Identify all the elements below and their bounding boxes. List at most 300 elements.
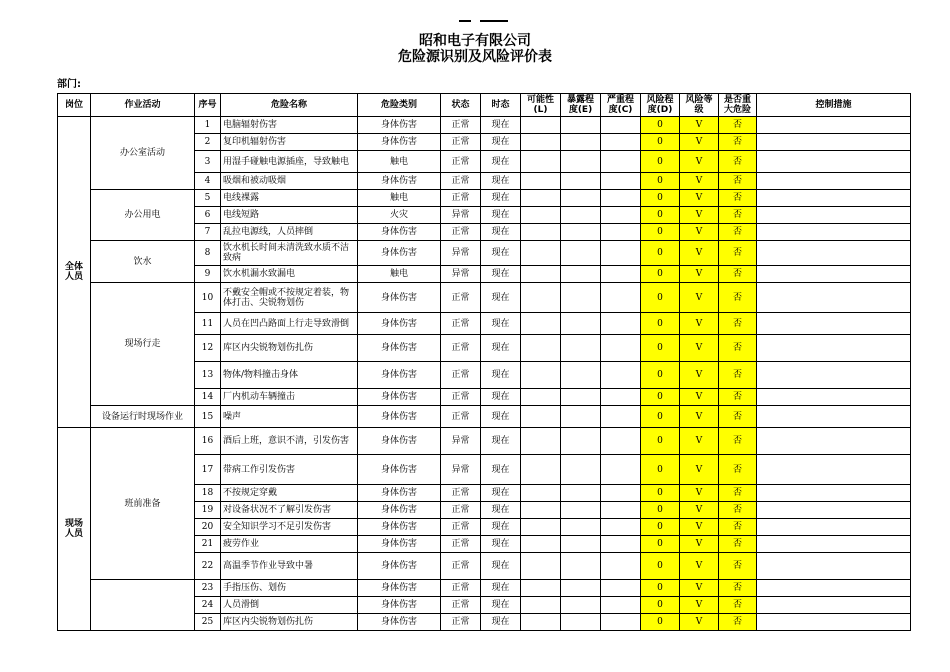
table-row: [58, 406, 911, 428]
seq-cell: 24: [195, 597, 221, 614]
hazard-name-cell: 人员在凹凸路面上行走导致滑倒: [221, 313, 358, 335]
risk-level-cell: Ⅴ: [680, 362, 719, 389]
seq-cell: 14: [195, 389, 221, 406]
major-hazard-cell: 否: [719, 335, 757, 362]
risk-level-cell: Ⅴ: [680, 173, 719, 190]
hazard-category-cell: 身体伤害: [358, 406, 441, 428]
state-cell: 正常: [441, 335, 481, 362]
header-cell: 时态: [481, 94, 521, 117]
risk-degree-cell: 0: [641, 266, 680, 283]
risk-level-cell: Ⅴ: [680, 536, 719, 553]
state-cell: 异常: [441, 207, 481, 224]
risk-degree-cell: 0: [641, 190, 680, 207]
control-measures-cell: [757, 117, 911, 134]
header-cell: 暴露程度(E): [561, 94, 601, 117]
header-cell: 风险等级: [680, 94, 719, 117]
exposure-cell: [561, 190, 601, 207]
likelihood-cell: [521, 190, 561, 207]
severity-cell: [601, 553, 641, 580]
hazard-category-cell: 身体伤害: [358, 536, 441, 553]
table-row: [58, 428, 911, 455]
risk-degree-cell: 0: [641, 536, 680, 553]
risk-degree-cell: 0: [641, 173, 680, 190]
severity-cell: [601, 266, 641, 283]
control-measures-cell: [757, 519, 911, 536]
likelihood-cell: [521, 207, 561, 224]
control-measures-cell: [757, 389, 911, 406]
likelihood-cell: [521, 362, 561, 389]
seq-cell: 10: [195, 283, 221, 313]
severity-cell: [601, 519, 641, 536]
risk-degree-cell: 0: [641, 553, 680, 580]
hazard-category-cell: 身体伤害: [358, 362, 441, 389]
likelihood-cell: [521, 455, 561, 485]
seq-cell: 23: [195, 580, 221, 597]
risk-degree-cell: 0: [641, 614, 680, 631]
risk-level-cell: Ⅴ: [680, 335, 719, 362]
table-row: [58, 580, 911, 597]
risk-level-cell: Ⅴ: [680, 389, 719, 406]
exposure-cell: [561, 580, 601, 597]
exposure-cell: [561, 151, 601, 173]
likelihood-cell: [521, 536, 561, 553]
risk-degree-cell: 0: [641, 335, 680, 362]
risk-degree-cell: 0: [641, 389, 680, 406]
risk-level-cell: Ⅴ: [680, 519, 719, 536]
header-cell: 危险名称: [221, 94, 358, 117]
control-measures-cell: [757, 313, 911, 335]
header-cell: 作业活动: [91, 94, 195, 117]
exposure-cell: [561, 283, 601, 313]
seq-cell: 9: [195, 266, 221, 283]
major-hazard-cell: 否: [719, 117, 757, 134]
major-hazard-cell: 否: [719, 283, 757, 313]
tense-cell: 现在: [481, 241, 521, 266]
exposure-cell: [561, 502, 601, 519]
risk-degree-cell: 0: [641, 406, 680, 428]
control-measures-cell: [757, 536, 911, 553]
department-label: 部门:: [57, 79, 81, 90]
exposure-cell: [561, 406, 601, 428]
risk-level-cell: Ⅴ: [680, 151, 719, 173]
activity-cell: [91, 580, 195, 631]
risk-degree-cell: 0: [641, 313, 680, 335]
decorative-mark: [480, 20, 508, 22]
hazard-category-cell: 身体伤害: [358, 614, 441, 631]
severity-cell: [601, 428, 641, 455]
severity-cell: [601, 455, 641, 485]
state-cell: 正常: [441, 224, 481, 241]
exposure-cell: [561, 553, 601, 580]
likelihood-cell: [521, 502, 561, 519]
sheet-title: 危险源识别及风险评价表: [398, 49, 552, 65]
hazard-name-cell: 饮水机长时间未清洗致水质不洁致病: [221, 241, 358, 266]
risk-table: [57, 93, 911, 631]
major-hazard-cell: 否: [719, 428, 757, 455]
seq-cell: 17: [195, 455, 221, 485]
tense-cell: 现在: [481, 283, 521, 313]
table-row: [58, 241, 911, 266]
activity-cell: 饮水: [91, 241, 195, 283]
tense-cell: 现在: [481, 597, 521, 614]
state-cell: 正常: [441, 536, 481, 553]
tense-cell: 现在: [481, 614, 521, 631]
tense-cell: 现在: [481, 362, 521, 389]
tense-cell: 现在: [481, 428, 521, 455]
risk-level-cell: Ⅴ: [680, 597, 719, 614]
state-cell: 异常: [441, 428, 481, 455]
severity-cell: [601, 173, 641, 190]
severity-cell: [601, 502, 641, 519]
severity-cell: [601, 389, 641, 406]
likelihood-cell: [521, 597, 561, 614]
risk-degree-cell: 0: [641, 117, 680, 134]
control-measures-cell: [757, 362, 911, 389]
likelihood-cell: [521, 151, 561, 173]
state-cell: 异常: [441, 266, 481, 283]
seq-cell: 16: [195, 428, 221, 455]
state-cell: 正常: [441, 389, 481, 406]
likelihood-cell: [521, 519, 561, 536]
post-cell: 现场人员: [58, 428, 91, 631]
control-measures-cell: [757, 597, 911, 614]
tense-cell: 现在: [481, 536, 521, 553]
risk-degree-cell: 0: [641, 428, 680, 455]
hazard-name-cell: 库区内尖锐物划伤扎伤: [221, 335, 358, 362]
seq-cell: 11: [195, 313, 221, 335]
severity-cell: [601, 241, 641, 266]
risk-level-cell: Ⅴ: [680, 553, 719, 580]
tense-cell: 现在: [481, 519, 521, 536]
hazard-name-cell: 酒后上班，意识不清，引发伤害: [221, 428, 358, 455]
risk-level-cell: Ⅴ: [680, 134, 719, 151]
header-cell: 序号: [195, 94, 221, 117]
likelihood-cell: [521, 580, 561, 597]
risk-degree-cell: 0: [641, 207, 680, 224]
hazard-name-cell: 复印机辐射伤害: [221, 134, 358, 151]
exposure-cell: [561, 173, 601, 190]
risk-level-cell: Ⅴ: [680, 241, 719, 266]
risk-degree-cell: 0: [641, 485, 680, 502]
likelihood-cell: [521, 241, 561, 266]
hazard-name-cell: 库区内尖锐物划伤扎伤: [221, 614, 358, 631]
control-measures-cell: [757, 224, 911, 241]
severity-cell: [601, 597, 641, 614]
severity-cell: [601, 335, 641, 362]
control-measures-cell: [757, 173, 911, 190]
severity-cell: [601, 362, 641, 389]
hazard-name-cell: 安全知识学习不足引发伤害: [221, 519, 358, 536]
control-measures-cell: [757, 614, 911, 631]
table-row: [58, 283, 911, 313]
control-measures-cell: [757, 190, 911, 207]
severity-cell: [601, 614, 641, 631]
major-hazard-cell: 否: [719, 389, 757, 406]
state-cell: 正常: [441, 117, 481, 134]
seq-cell: 6: [195, 207, 221, 224]
control-measures-cell: [757, 266, 911, 283]
hazard-name-cell: 对设备状况不了解引发伤害: [221, 502, 358, 519]
state-cell: 异常: [441, 455, 481, 485]
hazard-category-cell: 身体伤害: [358, 519, 441, 536]
hazard-category-cell: 身体伤害: [358, 597, 441, 614]
major-hazard-cell: 否: [719, 241, 757, 266]
risk-level-cell: Ⅴ: [680, 455, 719, 485]
exposure-cell: [561, 266, 601, 283]
risk-degree-cell: 0: [641, 224, 680, 241]
tense-cell: 现在: [481, 207, 521, 224]
likelihood-cell: [521, 406, 561, 428]
hazard-category-cell: 火灾: [358, 207, 441, 224]
likelihood-cell: [521, 553, 561, 580]
header-cell: 可能性(L): [521, 94, 561, 117]
hazard-name-cell: 吸烟和被动吸烟: [221, 173, 358, 190]
hazard-category-cell: 身体伤害: [358, 224, 441, 241]
tense-cell: 现在: [481, 266, 521, 283]
seq-cell: 22: [195, 553, 221, 580]
risk-level-cell: Ⅴ: [680, 502, 719, 519]
severity-cell: [601, 151, 641, 173]
state-cell: 异常: [441, 241, 481, 266]
likelihood-cell: [521, 335, 561, 362]
control-measures-cell: [757, 134, 911, 151]
tense-cell: 现在: [481, 190, 521, 207]
risk-level-cell: Ⅴ: [680, 614, 719, 631]
exposure-cell: [561, 362, 601, 389]
table-row: [58, 190, 911, 207]
activity-cell: 设备运行时现场作业: [91, 406, 195, 428]
exposure-cell: [561, 117, 601, 134]
exposure-cell: [561, 313, 601, 335]
hazard-category-cell: 触电: [358, 190, 441, 207]
exposure-cell: [561, 335, 601, 362]
exposure-cell: [561, 485, 601, 502]
exposure-cell: [561, 519, 601, 536]
header-row: [58, 94, 911, 117]
exposure-cell: [561, 614, 601, 631]
seq-cell: 7: [195, 224, 221, 241]
tense-cell: 现在: [481, 117, 521, 134]
control-measures-cell: [757, 283, 911, 313]
tense-cell: 现在: [481, 580, 521, 597]
severity-cell: [601, 406, 641, 428]
seq-cell: 4: [195, 173, 221, 190]
likelihood-cell: [521, 614, 561, 631]
hazard-category-cell: 身体伤害: [358, 485, 441, 502]
tense-cell: 现在: [481, 313, 521, 335]
exposure-cell: [561, 428, 601, 455]
state-cell: 正常: [441, 134, 481, 151]
risk-degree-cell: 0: [641, 283, 680, 313]
hazard-name-cell: 疲劳作业: [221, 536, 358, 553]
risk-degree-cell: 0: [641, 455, 680, 485]
likelihood-cell: [521, 313, 561, 335]
major-hazard-cell: 否: [719, 597, 757, 614]
exposure-cell: [561, 597, 601, 614]
control-measures-cell: [757, 151, 911, 173]
control-measures-cell: [757, 428, 911, 455]
state-cell: 正常: [441, 502, 481, 519]
major-hazard-cell: 否: [719, 580, 757, 597]
risk-level-cell: Ⅴ: [680, 117, 719, 134]
risk-level-cell: Ⅴ: [680, 485, 719, 502]
exposure-cell: [561, 455, 601, 485]
hazard-category-cell: 触电: [358, 266, 441, 283]
state-cell: 正常: [441, 190, 481, 207]
likelihood-cell: [521, 134, 561, 151]
seq-cell: 2: [195, 134, 221, 151]
likelihood-cell: [521, 266, 561, 283]
hazard-category-cell: 身体伤害: [358, 134, 441, 151]
risk-degree-cell: 0: [641, 362, 680, 389]
major-hazard-cell: 否: [719, 502, 757, 519]
exposure-cell: [561, 224, 601, 241]
likelihood-cell: [521, 283, 561, 313]
major-hazard-cell: 否: [719, 224, 757, 241]
severity-cell: [601, 283, 641, 313]
major-hazard-cell: 否: [719, 313, 757, 335]
hazard-name-cell: 高温季节作业导致中暑: [221, 553, 358, 580]
activity-cell: 办公用电: [91, 190, 195, 241]
severity-cell: [601, 536, 641, 553]
seq-cell: 12: [195, 335, 221, 362]
tense-cell: 现在: [481, 389, 521, 406]
seq-cell: 25: [195, 614, 221, 631]
major-hazard-cell: 否: [719, 190, 757, 207]
tense-cell: 现在: [481, 335, 521, 362]
major-hazard-cell: 否: [719, 207, 757, 224]
likelihood-cell: [521, 173, 561, 190]
severity-cell: [601, 117, 641, 134]
hazard-category-cell: 触电: [358, 151, 441, 173]
hazard-name-cell: 物体/物料撞击身体: [221, 362, 358, 389]
major-hazard-cell: 否: [719, 553, 757, 580]
exposure-cell: [561, 536, 601, 553]
tense-cell: 现在: [481, 485, 521, 502]
risk-degree-cell: 0: [641, 519, 680, 536]
hazard-name-cell: 乱拉电源线，人员摔倒: [221, 224, 358, 241]
hazard-category-cell: 身体伤害: [358, 428, 441, 455]
seq-cell: 19: [195, 502, 221, 519]
header-cell: 危险类别: [358, 94, 441, 117]
major-hazard-cell: 否: [719, 485, 757, 502]
risk-level-cell: Ⅴ: [680, 207, 719, 224]
control-measures-cell: [757, 241, 911, 266]
risk-degree-cell: 0: [641, 134, 680, 151]
hazard-name-cell: 电线短路: [221, 207, 358, 224]
control-measures-cell: [757, 406, 911, 428]
tense-cell: 现在: [481, 173, 521, 190]
risk-degree-cell: 0: [641, 597, 680, 614]
seq-cell: 5: [195, 190, 221, 207]
header-cell: 岗位: [58, 94, 91, 117]
control-measures-cell: [757, 335, 911, 362]
state-cell: 正常: [441, 313, 481, 335]
hazard-name-cell: 电线裸露: [221, 190, 358, 207]
control-measures-cell: [757, 502, 911, 519]
hazard-name-cell: 厂内机动车辆撞击: [221, 389, 358, 406]
seq-cell: 8: [195, 241, 221, 266]
risk-degree-cell: 0: [641, 580, 680, 597]
hazard-name-cell: 不按规定穿戴: [221, 485, 358, 502]
state-cell: 正常: [441, 553, 481, 580]
header-cell: 风险程度(D): [641, 94, 680, 117]
seq-cell: 21: [195, 536, 221, 553]
hazard-name-cell: 电脑辐射伤害: [221, 117, 358, 134]
risk-level-cell: Ⅴ: [680, 313, 719, 335]
risk-degree-cell: 0: [641, 151, 680, 173]
activity-cell: 现场行走: [91, 283, 195, 406]
hazard-category-cell: 身体伤害: [358, 173, 441, 190]
risk-level-cell: Ⅴ: [680, 190, 719, 207]
major-hazard-cell: 否: [719, 266, 757, 283]
seq-cell: 18: [195, 485, 221, 502]
hazard-category-cell: 身体伤害: [358, 580, 441, 597]
tense-cell: 现在: [481, 502, 521, 519]
likelihood-cell: [521, 117, 561, 134]
hazard-name-cell: 带病工作引发伤害: [221, 455, 358, 485]
state-cell: 正常: [441, 519, 481, 536]
major-hazard-cell: 否: [719, 406, 757, 428]
control-measures-cell: [757, 455, 911, 485]
header-cell: 控制措施: [757, 94, 911, 117]
hazard-category-cell: 身体伤害: [358, 283, 441, 313]
hazard-category-cell: 身体伤害: [358, 389, 441, 406]
header-cell: 严重程度(C): [601, 94, 641, 117]
severity-cell: [601, 580, 641, 597]
severity-cell: [601, 207, 641, 224]
hazard-category-cell: 身体伤害: [358, 502, 441, 519]
risk-level-cell: Ⅴ: [680, 580, 719, 597]
major-hazard-cell: 否: [719, 134, 757, 151]
hazard-category-cell: 身体伤害: [358, 553, 441, 580]
activity-cell: 办公室活动: [91, 117, 195, 190]
state-cell: 正常: [441, 406, 481, 428]
risk-level-cell: Ⅴ: [680, 406, 719, 428]
state-cell: 正常: [441, 151, 481, 173]
control-measures-cell: [757, 485, 911, 502]
hazard-category-cell: 身体伤害: [358, 335, 441, 362]
severity-cell: [601, 190, 641, 207]
hazard-name-cell: 噪声: [221, 406, 358, 428]
state-cell: 正常: [441, 485, 481, 502]
state-cell: 正常: [441, 362, 481, 389]
header-cell: 状态: [441, 94, 481, 117]
activity-cell: 班前准备: [91, 428, 195, 580]
company-title: 昭和电子有限公司: [419, 33, 531, 49]
seq-cell: 1: [195, 117, 221, 134]
state-cell: 正常: [441, 580, 481, 597]
hazard-category-cell: 身体伤害: [358, 241, 441, 266]
hazard-name-cell: 不戴安全帽或不按规定着装，物体打击、尖锐物划伤: [221, 283, 358, 313]
tense-cell: 现在: [481, 455, 521, 485]
hazard-category-cell: 身体伤害: [358, 455, 441, 485]
hazard-category-cell: 身体伤害: [358, 117, 441, 134]
exposure-cell: [561, 207, 601, 224]
seq-cell: 15: [195, 406, 221, 428]
control-measures-cell: [757, 207, 911, 224]
state-cell: 正常: [441, 173, 481, 190]
table-row: [58, 117, 911, 134]
tense-cell: 现在: [481, 553, 521, 580]
hazard-name-cell: 用湿手碰触电源插座，导致触电: [221, 151, 358, 173]
tense-cell: 现在: [481, 224, 521, 241]
state-cell: 正常: [441, 614, 481, 631]
exposure-cell: [561, 134, 601, 151]
header-cell: 是否重大危险: [719, 94, 757, 117]
major-hazard-cell: 否: [719, 519, 757, 536]
major-hazard-cell: 否: [719, 536, 757, 553]
